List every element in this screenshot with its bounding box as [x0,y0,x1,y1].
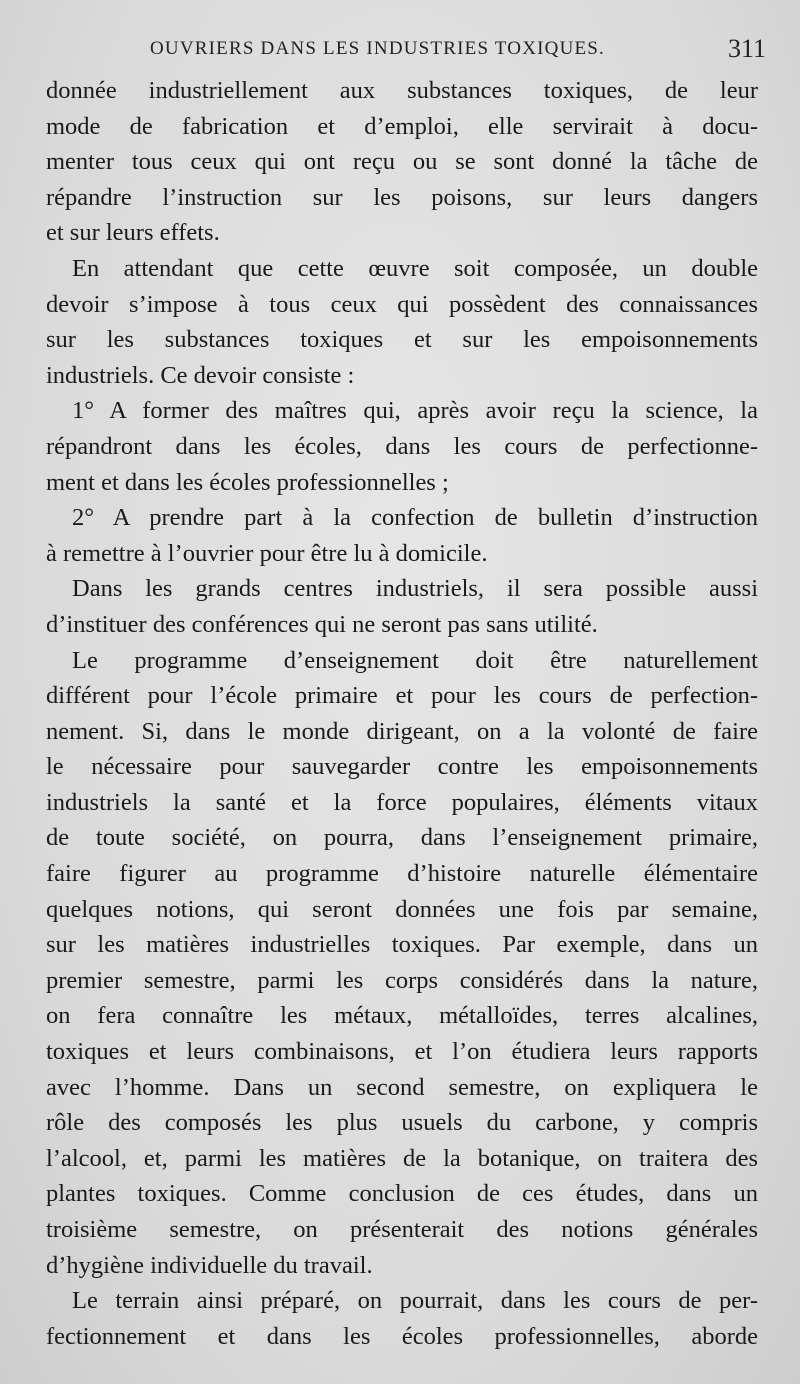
text-line: fectionnement et dans les écoles professionnelles, aborde [46,1322,758,1350]
running-header [0,34,800,70]
text-line: d’instituer des conférences qui ne seront pas sans utilité. [46,610,598,638]
body-text [46,73,758,1354]
text-line: donnée industriellement aux substances toxiques, de leur [46,77,758,104]
text-line: 1° A former des maîtres qui, après avoir reçu la science, la [72,397,758,425]
text-line: faire figurer au programme d’histoire naturelle élémentaire [46,860,758,888]
text-line: troisième semestre, on présenterait des notions générales [46,1216,758,1243]
text-line: l’alcool, et, parmi les matières de la botanique, on traitera des [46,1144,758,1172]
text-line: répandront dans les écoles, dans les cours de perfectionne- [46,432,758,460]
text-line: répandre l’instruction sur les poisons, sur leurs dangers [46,183,758,211]
text-line: plantes toxiques. Comme conclusion de ces études, dans un [46,1180,758,1208]
text-line: et sur leurs effets. [46,219,220,247]
text-line: à remettre à l’ouvrier pour être lu à domicile. [46,539,488,567]
text-line: menter tous ceux qui ont reçu ou se sont donné la tâche de [46,148,758,176]
page-number: 311 [727,34,766,63]
text-line: Dans les grands centres industriels, il sera possible aussi [72,575,758,603]
text-line: rôle des composés les plus usuels du carbone, y compris [46,1109,758,1137]
text-line: 2° A prendre part à la confection de bulletin d’instruction [72,504,758,532]
text-line: de toute société, on pourra, dans l’enseignement primaire, [46,824,758,852]
text-line: industriels la santé et la force populaires, éléments vitaux [46,788,758,816]
text-line: devoir s’impose à tous ceux qui possèdent des connaissances [46,290,758,318]
text-line: avec l’homme. Dans un second semestre, on expliquera le [46,1073,758,1101]
text-line: le nécessaire pour sauvegarder contre les empoisonnements [46,753,758,781]
running-title: OUVRIERS DANS LES INDUSTRIES TOXIQUES. [150,38,606,59]
text-line: d’hygiène individuelle du travail. [46,1251,373,1279]
text-line: En attendant que cette œuvre soit composée, un double [72,254,758,282]
text-line: on fera connaître les métaux, métalloïdes, terres alcalines, [46,1002,758,1030]
text-line: Le programme d’enseignement doit être naturellement [72,646,758,674]
text-line: sur les matières industrielles toxiques. Par exemple, dans un [46,931,758,959]
text-line: industriels. Ce devoir consiste : [46,361,355,389]
text-line: différent pour l’école primaire et pour les cours de perfection- [46,682,758,710]
text-line: sur les substances toxiques et sur les empoisonnements [46,326,758,354]
text-line: mode de fabrication et d’emploi, elle servirait à docu- [46,112,758,140]
text-line: premier semestre, parmi les corps considérés dans la nature, [46,966,758,994]
text-line: quelques notions, qui seront données une fois par semaine, [46,895,758,923]
text-line: ment et dans les écoles professionnelles ; [46,468,449,496]
text-line: toxiques et leurs combinaisons, et l’on étudiera leurs rapports [46,1038,758,1066]
text-line: nement. Si, dans le monde dirigeant, on a la volonté de faire [46,717,758,745]
text-line: Le terrain ainsi préparé, on pourrait, dans les cours de per- [72,1287,758,1315]
